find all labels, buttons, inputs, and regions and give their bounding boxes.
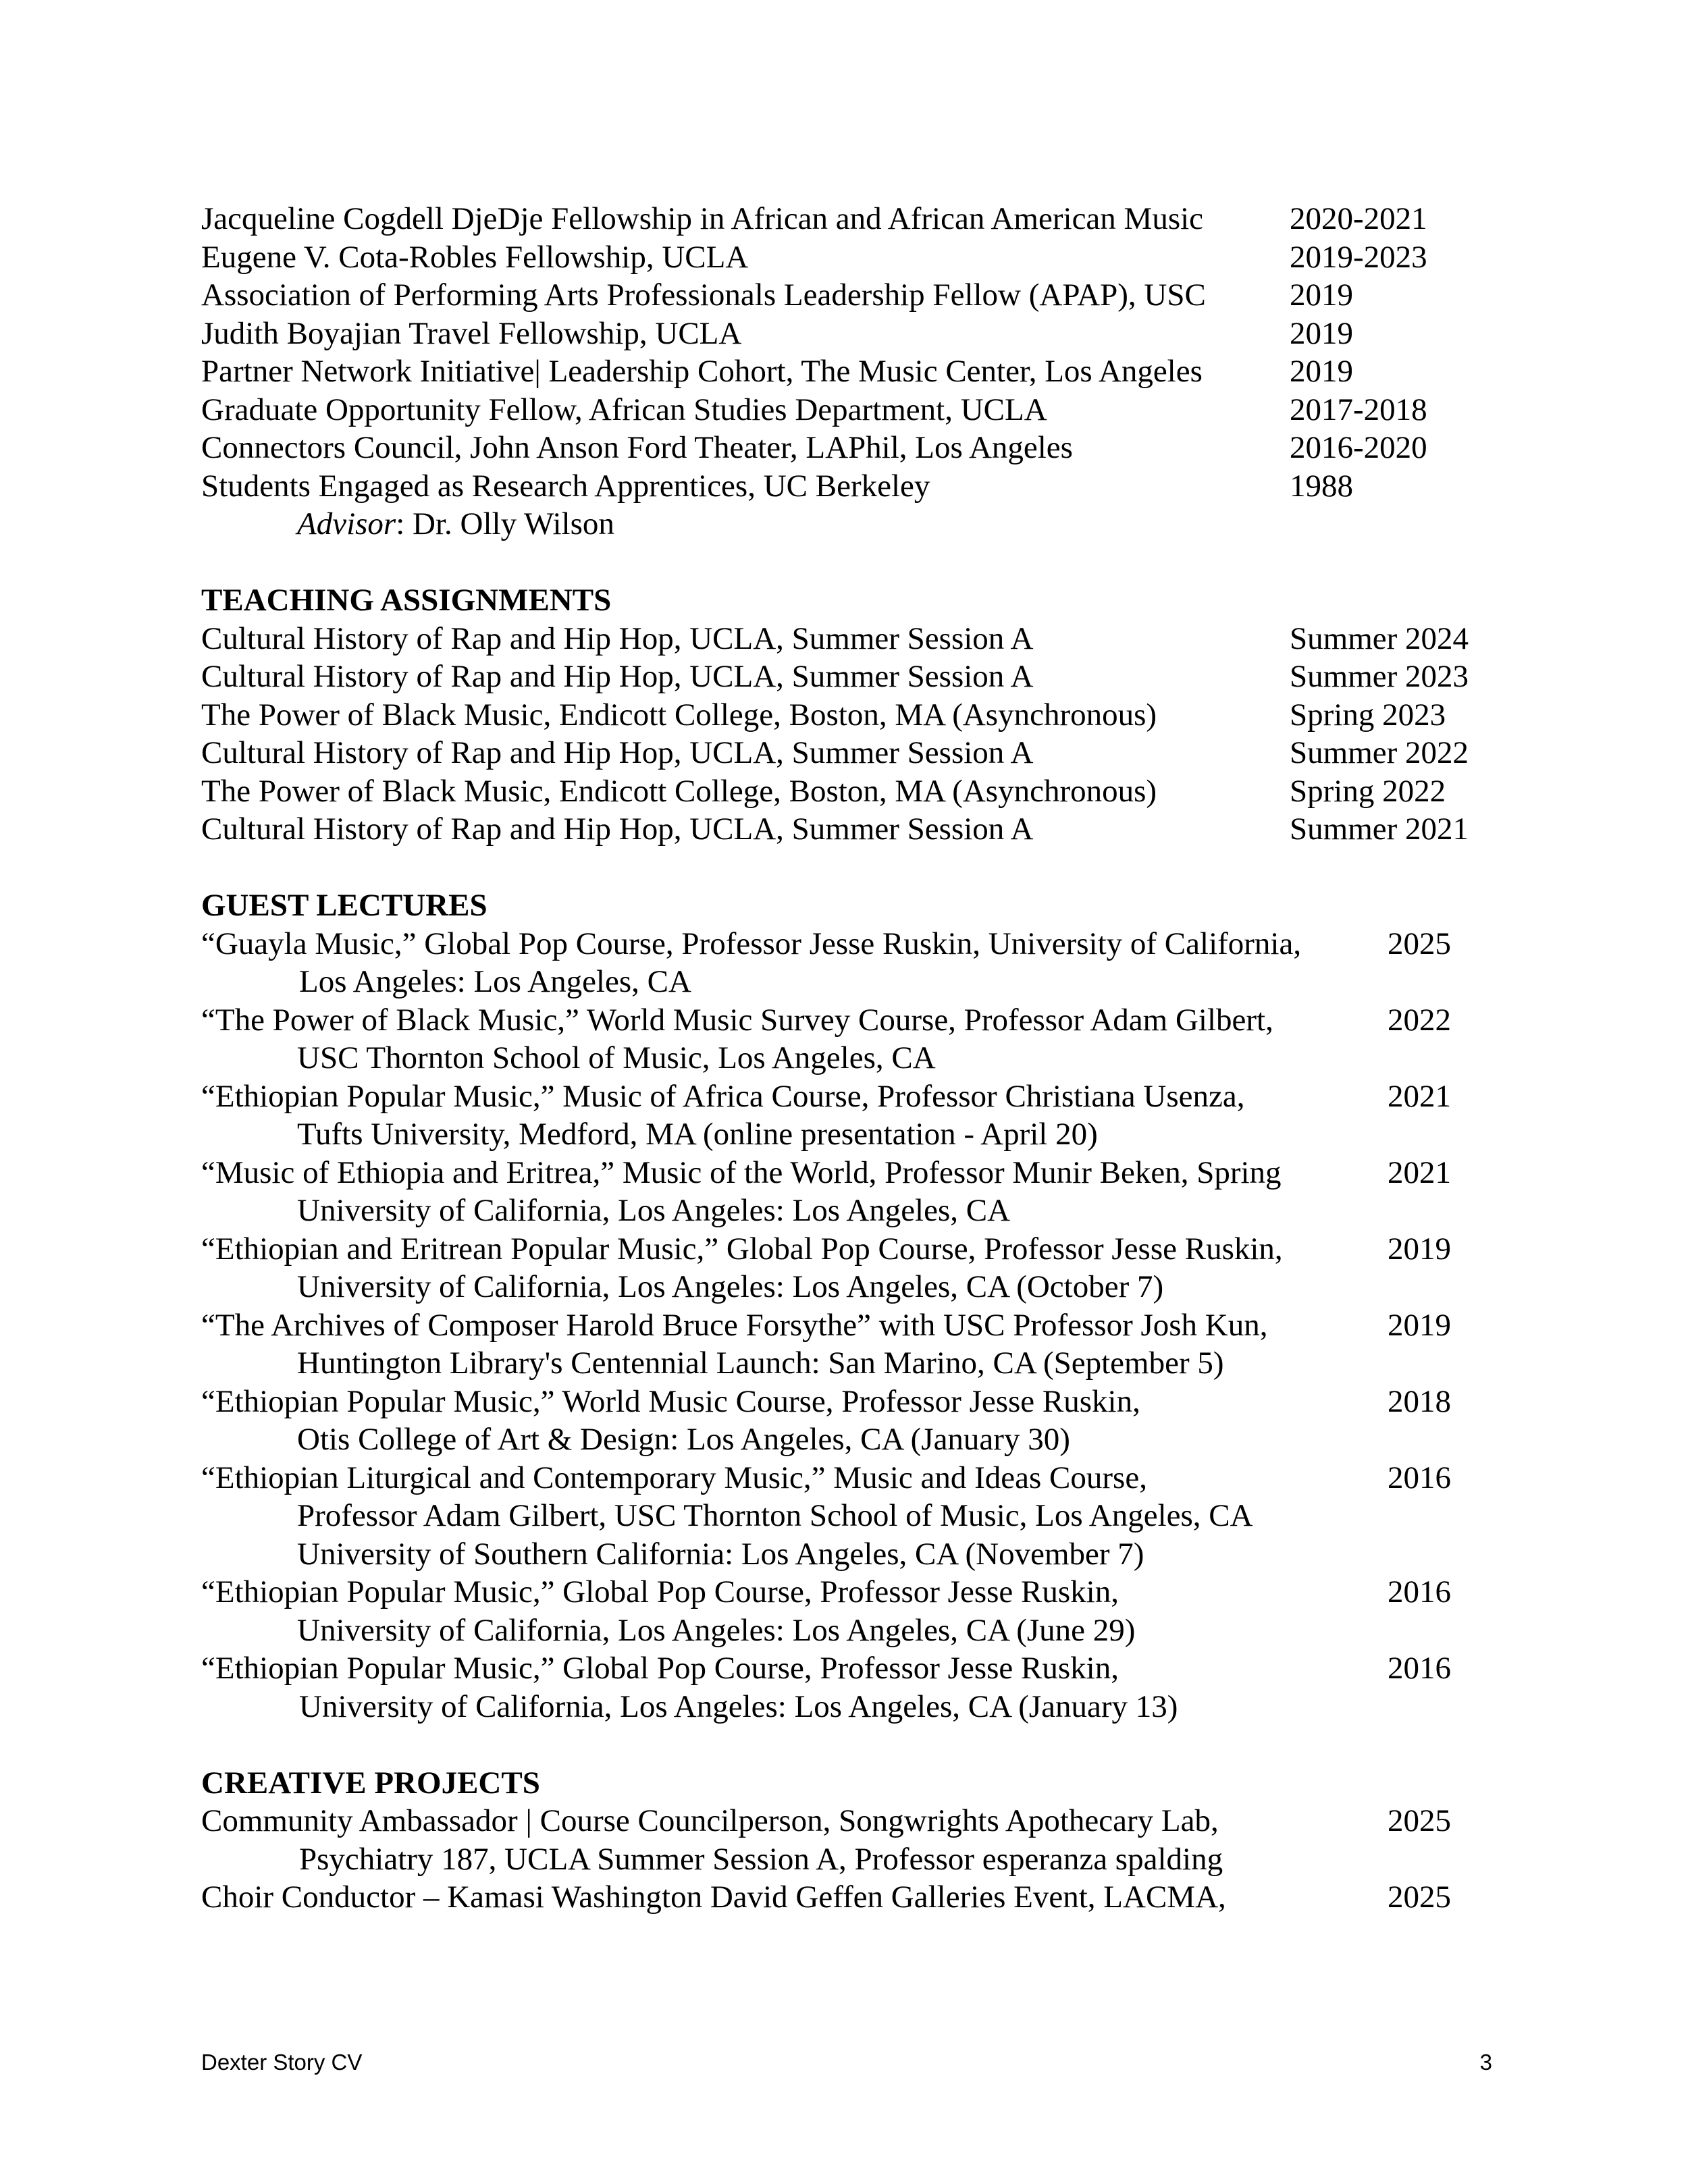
lecture-line1: “Ethiopian Popular Music,” World Music Course, Professor Jesse Ruskin, bbox=[201, 1383, 1140, 1419]
lecture-line1: “Ethiopian and Eritrean Popular Music,” Global Pop Course, Professor Jesse Ruskin, bbox=[201, 1231, 1283, 1267]
lecture-line3: University of Southern California: Los Angeles, CA (November 7) bbox=[297, 1536, 1144, 1572]
lecture-line1: “Music of Ethiopia and Eritrea,” Music of the World, Professor Munir Beken, Spring bbox=[201, 1154, 1282, 1190]
honor-title: Jacqueline Cogdell DjeDje Fellowship in African and African American Music bbox=[201, 201, 1204, 236]
advisor-label: Advisor bbox=[297, 506, 396, 541]
advisor-line bbox=[201, 505, 1484, 543]
project-date: 2025 bbox=[1388, 1803, 1451, 1838]
teaching-title: Cultural History of Rap and Hip Hop, UCLA, Summer Session A bbox=[201, 735, 1034, 770]
honor-date: 2019 bbox=[1290, 277, 1353, 313]
project-date: 2025 bbox=[1388, 1880, 1451, 1915]
honor-title: Partner Network Initiative| Leadership Cohort, The Music Center, Los Angeles bbox=[201, 354, 1203, 389]
lecture-line2: University of California, Los Angeles: Los Angeles, CA (January 13) bbox=[299, 1688, 1178, 1724]
teaching-date: Spring 2023 bbox=[1290, 697, 1446, 733]
teaching-row bbox=[201, 620, 1484, 658]
honor-row bbox=[201, 467, 1484, 506]
lecture-line2: Tufts University, Medford, MA (online presentation - April 20) bbox=[297, 1117, 1098, 1152]
honor-row bbox=[201, 200, 1484, 238]
lecture-row bbox=[201, 1001, 1484, 1040]
advisor-name: : Dr. Olly Wilson bbox=[396, 506, 614, 541]
honor-title: Association of Performing Arts Professionals Leadership Fellow (APAP), USC bbox=[201, 277, 1206, 313]
honor-row bbox=[201, 315, 1484, 353]
honors-list bbox=[201, 200, 1484, 543]
lecture-date: 2016 bbox=[1388, 1574, 1451, 1609]
lecture-date: 2025 bbox=[1388, 926, 1451, 961]
cv-content bbox=[201, 200, 1484, 1917]
projects-heading: CREATIVE PROJECTS bbox=[201, 1765, 540, 1801]
teaching-date: Summer 2021 bbox=[1290, 811, 1469, 847]
project-row bbox=[201, 1802, 1484, 1840]
teaching-row bbox=[201, 772, 1484, 811]
lecture-line2: Los Angeles: Los Angeles, CA bbox=[299, 964, 691, 999]
lecture-line2: University of California, Los Angeles: Los Angeles, CA bbox=[297, 1193, 1011, 1228]
lecture-line2: Professor Adam Gilbert, USC Thornton School of Music, Los Angeles, CA bbox=[297, 1498, 1253, 1533]
lecture-row bbox=[201, 1154, 1484, 1192]
honor-title: Students Engaged as Research Apprentices, UC Berkeley bbox=[201, 468, 930, 504]
lecture-line2: Huntington Library's Centennial Launch: San Marino, CA (September 5) bbox=[297, 1346, 1224, 1381]
project-line1: Community Ambassador | Course Councilperson, Songwrights Apothecary Lab, bbox=[201, 1803, 1219, 1838]
teaching-date: Summer 2023 bbox=[1290, 659, 1469, 694]
lecture-line1: “Ethiopian Popular Music,” Global Pop Course, Professor Jesse Ruskin, bbox=[201, 1574, 1119, 1609]
teaching-row bbox=[201, 810, 1484, 849]
honor-date: 2016-2020 bbox=[1290, 430, 1427, 465]
teaching-title: The Power of Black Music, Endicott College, Boston, MA (Asynchronous) bbox=[201, 697, 1157, 733]
honor-date: 2019 bbox=[1290, 315, 1353, 351]
lecture-line2: University of California, Los Angeles: Los Angeles, CA (June 29) bbox=[297, 1612, 1136, 1648]
teaching-date: Summer 2022 bbox=[1290, 735, 1469, 770]
page-number: 3 bbox=[1479, 2050, 1492, 2075]
lecture-date: 2016 bbox=[1388, 1651, 1451, 1686]
teaching-row bbox=[201, 734, 1484, 772]
honor-row bbox=[201, 352, 1484, 391]
project-row bbox=[201, 1878, 1484, 1917]
lecture-line2: University of California, Los Angeles: Los Angeles, CA (October 7) bbox=[297, 1269, 1164, 1304]
honor-date: 1988 bbox=[1290, 468, 1353, 504]
lecture-date: 2019 bbox=[1388, 1307, 1451, 1343]
honor-row bbox=[201, 276, 1484, 315]
teaching-date: Spring 2022 bbox=[1290, 773, 1446, 809]
project-line2: Psychiatry 187, UCLA Summer Session A, Professor esperanza spalding bbox=[299, 1841, 1223, 1877]
teaching-title: Cultural History of Rap and Hip Hop, UCLA, Summer Session A bbox=[201, 659, 1034, 694]
lecture-row bbox=[201, 1230, 1484, 1269]
honor-date: 2020-2021 bbox=[1290, 201, 1427, 236]
lecture-line1: “The Power of Black Music,” World Music Survey Course, Professor Adam Gilbert, bbox=[201, 1002, 1273, 1038]
teaching-row bbox=[201, 658, 1484, 696]
lecture-row bbox=[201, 1573, 1484, 1612]
lectures-section bbox=[201, 886, 1484, 1726]
projects-section bbox=[201, 1764, 1484, 1917]
lecture-line1: “Guayla Music,” Global Pop Course, Professor Jesse Ruskin, University of California, bbox=[201, 926, 1302, 961]
teaching-date: Summer 2024 bbox=[1290, 620, 1469, 656]
teaching-row bbox=[201, 696, 1484, 735]
lecture-date: 2016 bbox=[1388, 1460, 1451, 1495]
lecture-row bbox=[201, 925, 1484, 963]
lecture-date: 2018 bbox=[1388, 1383, 1451, 1419]
honor-row bbox=[201, 238, 1484, 277]
lecture-date: 2021 bbox=[1388, 1078, 1451, 1114]
honor-row bbox=[201, 429, 1484, 467]
honor-row bbox=[201, 391, 1484, 429]
lecture-date: 2022 bbox=[1388, 1002, 1451, 1038]
honor-title: Graduate Opportunity Fellow, African Studies Department, UCLA bbox=[201, 392, 1047, 427]
lecture-row bbox=[201, 1459, 1484, 1497]
footer-title: Dexter Story CV bbox=[201, 2050, 363, 2075]
honor-date: 2019-2023 bbox=[1290, 239, 1427, 275]
honor-date: 2017-2018 bbox=[1290, 392, 1427, 427]
teaching-heading: TEACHING ASSIGNMENTS bbox=[201, 583, 612, 618]
lecture-row bbox=[201, 1077, 1484, 1116]
honor-title: Connectors Council, John Anson Ford Theater, LAPhil, Los Angeles bbox=[201, 430, 1073, 465]
lecture-line1: “The Archives of Composer Harold Bruce Forsythe” with USC Professor Josh Kun, bbox=[201, 1307, 1268, 1343]
lectures-heading: GUEST LECTURES bbox=[201, 888, 487, 923]
honor-date: 2019 bbox=[1290, 354, 1353, 389]
lecture-line1: “Ethiopian Popular Music,” Music of Africa Course, Professor Christiana Usenza, bbox=[201, 1078, 1245, 1114]
lecture-line1: “Ethiopian Popular Music,” Global Pop Course, Professor Jesse Ruskin, bbox=[201, 1651, 1119, 1686]
teaching-title: Cultural History of Rap and Hip Hop, UCLA, Summer Session A bbox=[201, 620, 1034, 656]
teaching-title: The Power of Black Music, Endicott College, Boston, MA (Asynchronous) bbox=[201, 773, 1157, 809]
project-line1: Choir Conductor – Kamasi Washington David Geffen Galleries Event, LACMA, bbox=[201, 1880, 1226, 1915]
honor-title: Judith Boyajian Travel Fellowship, UCLA bbox=[201, 315, 742, 351]
lecture-line1: “Ethiopian Liturgical and Contemporary Music,” Music and Ideas Course, bbox=[201, 1460, 1147, 1495]
lecture-line2: USC Thornton School of Music, Los Angeles, CA bbox=[297, 1040, 936, 1075]
lecture-row bbox=[201, 1649, 1484, 1688]
lecture-date: 2019 bbox=[1388, 1231, 1451, 1267]
lecture-row bbox=[201, 1383, 1484, 1421]
lecture-date: 2021 bbox=[1388, 1154, 1451, 1190]
teaching-title: Cultural History of Rap and Hip Hop, UCLA, Summer Session A bbox=[201, 811, 1034, 847]
lecture-row bbox=[201, 1306, 1484, 1345]
honor-title: Eugene V. Cota-Robles Fellowship, UCLA bbox=[201, 239, 749, 275]
teaching-section bbox=[201, 581, 1484, 849]
lecture-line2: Otis College of Art & Design: Los Angeles, CA (January 30) bbox=[297, 1422, 1070, 1457]
